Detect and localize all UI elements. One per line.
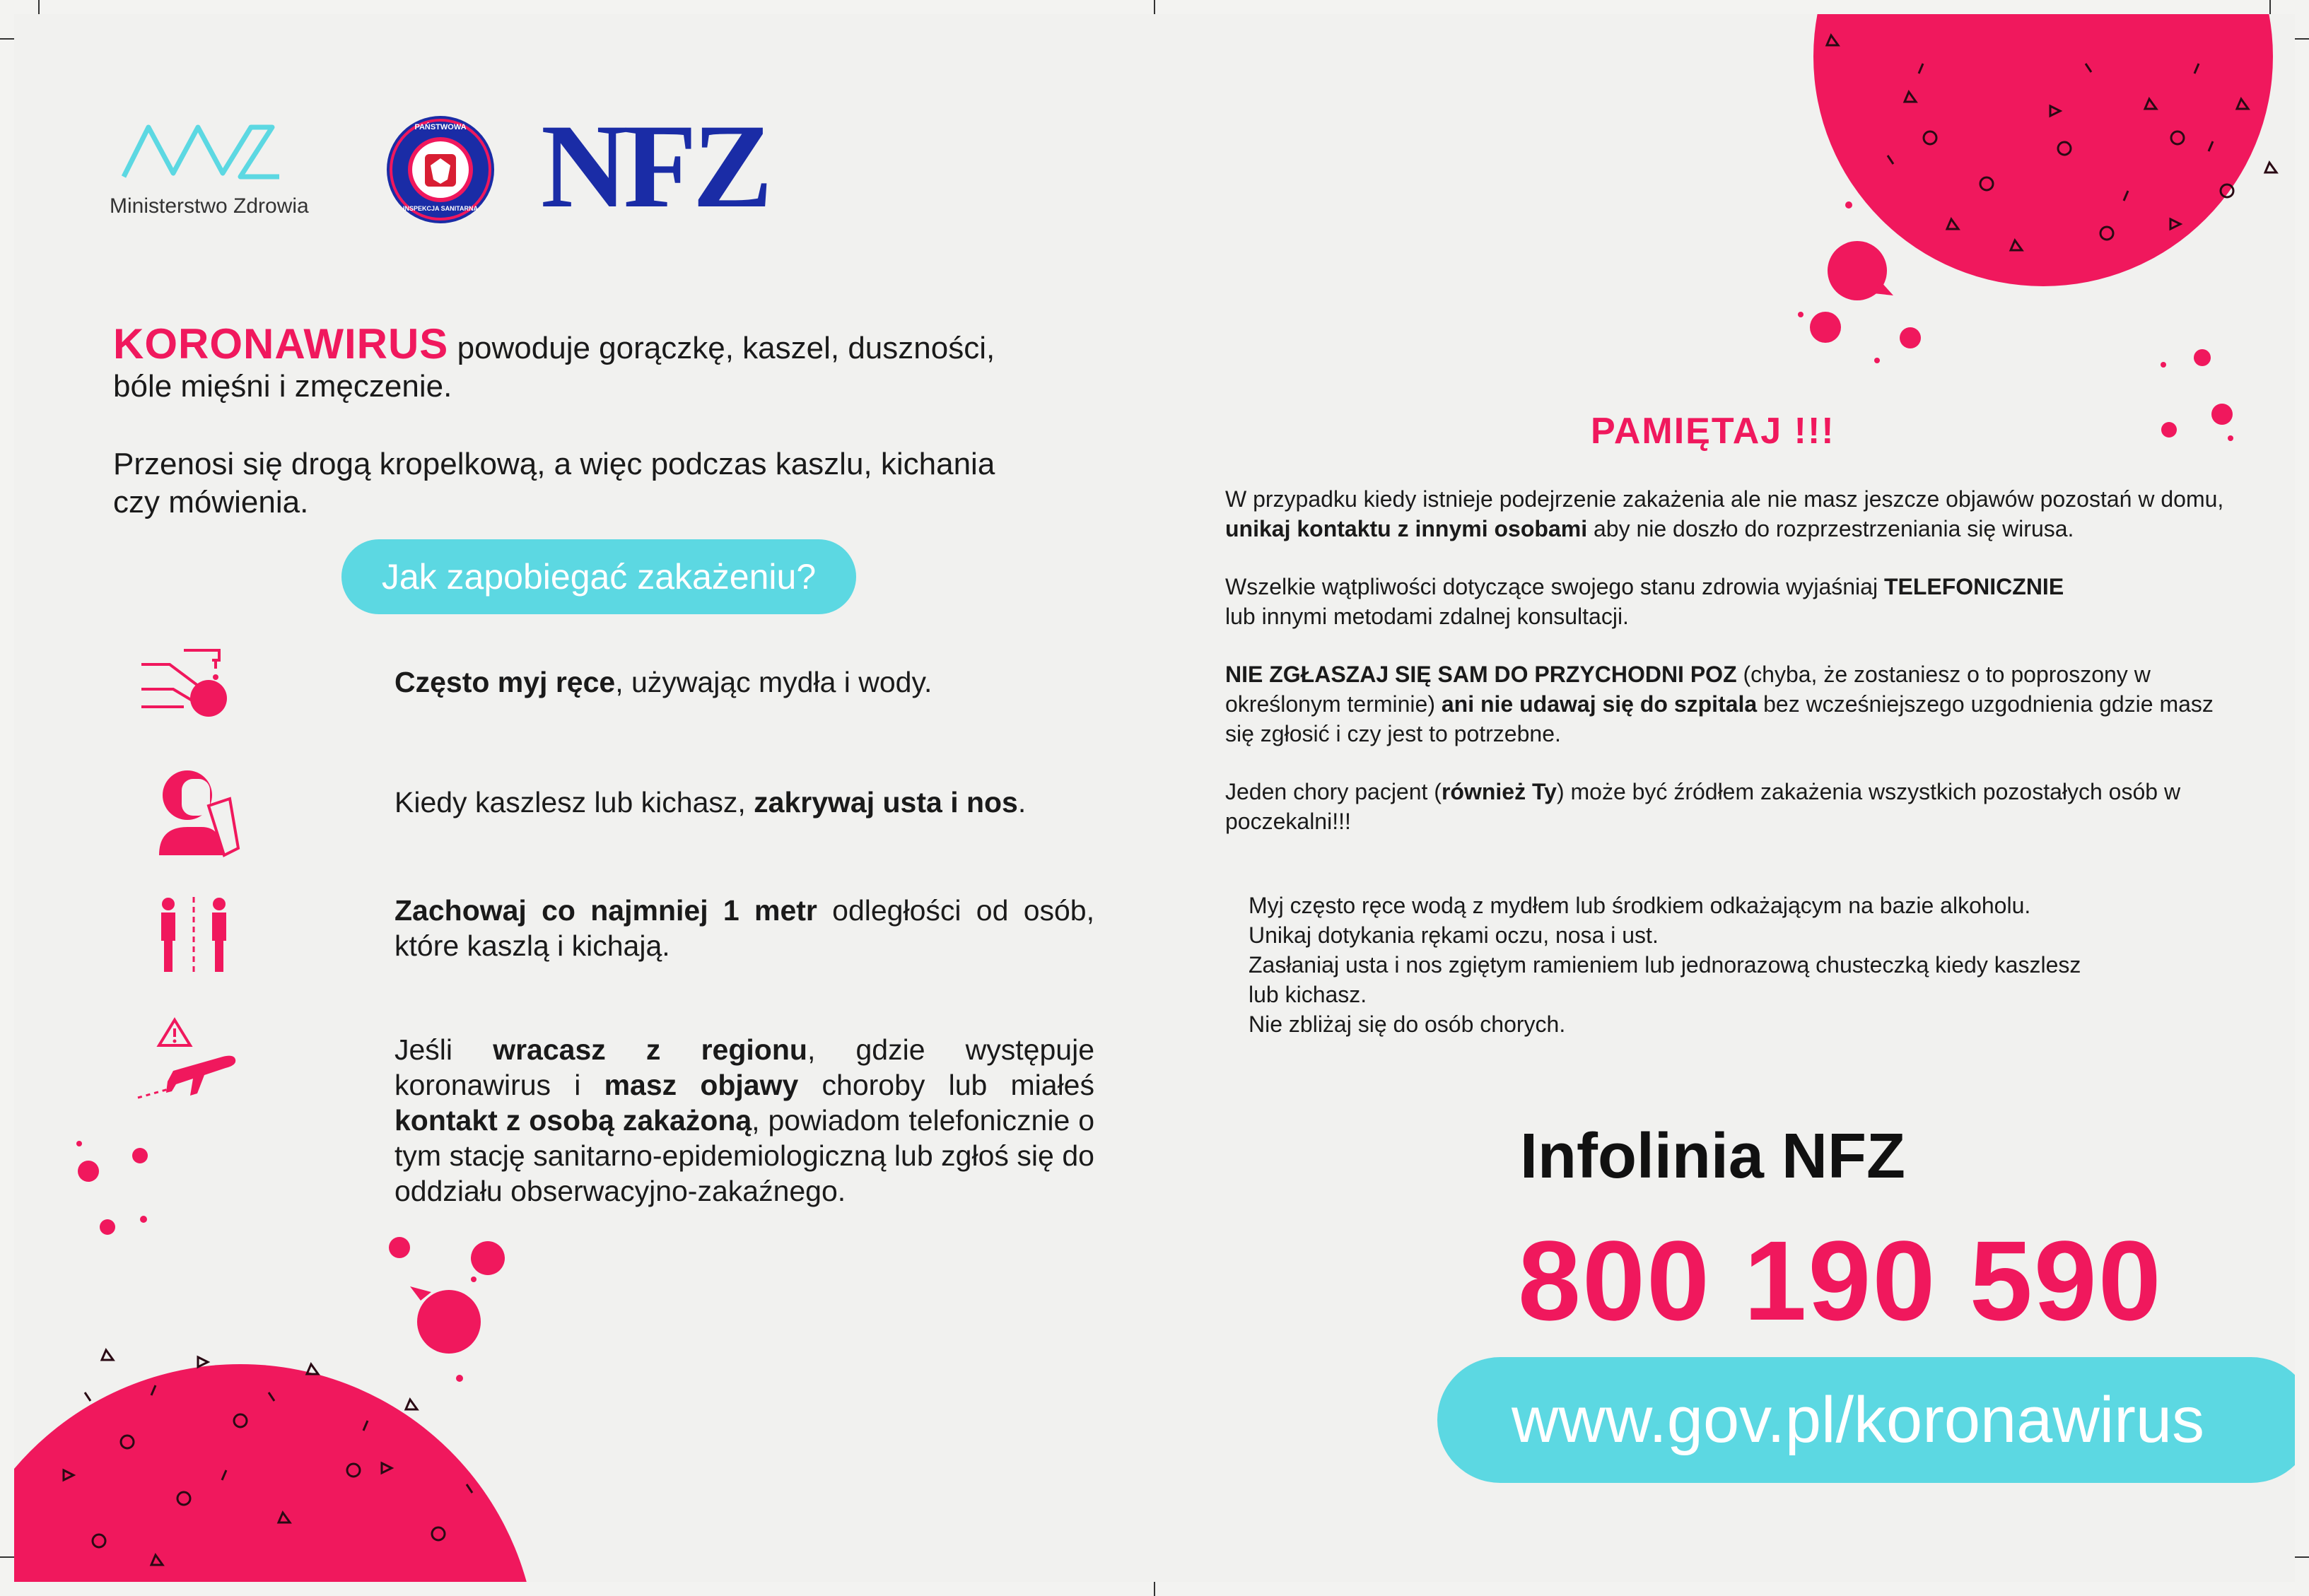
tip-travel: Jeśli wracasz z regionu, gdzie występuje koronawirus i masz objawy choroby lub miałeś kontakt z osobą zakażoną, powiadom telefonicznie o tym stację sanitarno-epidemiologiczną lub zgłoś się do oddziału obserwacyjno-zakaźnego. [394,1033,1095,1207]
inspekcja-sanitarna-logo [384,113,497,226]
cover-mouth-icon [138,763,251,869]
list-item: lub kichasz. [1249,982,1367,1007]
list-item: Myj często ręce wodą z mydłem lub środkiem odkażającym na bazie alkoholu. [1249,893,2031,918]
ministerstwo-zdrowia-logo [110,106,350,233]
remember-title: PAMIĘTAJ !!! [1591,411,1835,452]
keyword-koronawirus: KORONAWIRUS [113,320,449,368]
wash-hands-icon [134,636,255,735]
list-item: Nie zbliżaj się do osób chorych. [1249,1011,1566,1037]
leaflet-sheet [14,14,2295,1582]
tip-wash-hands: Często myj ręce, używając mydła i wody. [394,666,933,698]
tip-keep-distance: Zachowaj co najmniej 1 metr odległości od osób, które kaszlą i kichają. [394,894,1094,962]
remember-paragraph-1: W przypadku kiedy istnieje podejrzenie zakażenia ale nie masz jeszcze objawów pozostań w domu, unikaj kontaktu z innymi osobami aby nie doszło do rozprzestrzeniania się wirusa. [1225,486,2224,541]
nfz-logo: NFZ [541,100,768,233]
crop-mark [1154,1582,1155,1596]
list-item: Zasłaniaj usta i nos zgiętym ramieniem lub jednorazową chusteczką kiedy kaszlesz [1249,952,2081,978]
keep-distance-icon [148,894,240,979]
crop-mark [1154,0,1155,14]
hotline-number[interactable]: 800 190 590 [1518,1217,2163,1344]
pis-text-bottom: INSPEKCJA SANITARNA [402,205,478,212]
list-item: Unikaj dotykania rękami oczu, nosa i ust. [1249,922,1659,948]
pis-text-top: PAŃSTWOWA [414,123,467,131]
mz-logo-text: Ministerstwo Zdrowia [110,194,309,218]
remember-paragraph-4: Jeden chory pacjent (również Ty) może być źródłem zakażenia wszystkich pozostałych osób w poczekalni!!! [1225,779,2181,834]
prevention-heading-pill: Jak zapobiegać zakażeniu? [341,539,856,614]
remember-paragraph-3: NIE ZGŁASZAJ SIĘ SAM DO PRZYCHODNI POZ (chyba, że zostaniesz o to poproszony w określonym terminie) ani nie udawaj się do szpitala bez wcześniejszego uzgodnienia gdzie masz się zgłosić i czy jest to potrzebne. [1225,662,2214,746]
remember-paragraph-2: Wszelkie wątpliwości dotyczące swojego stanu zdrowia wyjaśniaj TELEFONICZNIE lub innymi metodami zdalnej konsultacji. [1225,574,2064,629]
remember-list [1249,891,2224,1039]
hotline-label: Infolinia NFZ [1520,1121,1905,1192]
intro-paragraph: KORONAWIRUS powoduje gorączkę, kaszel, duszności, bóle mięśni i zmęczenie. [113,320,995,404]
remember-text [1225,484,2229,864]
transmission-paragraph: Przenosi się drogą kropelkową, a więc podczas kaszlu, kichania czy mówienia. [113,447,995,520]
website-link[interactable]: www.gov.pl/koronawirus [1437,1357,2295,1483]
mz-logo-icon [110,106,336,184]
tip-cover-mouth: Kiedy kaszlesz lub kichasz, zakrywaj usta i nos. [394,786,1027,818]
travel-warning-icon [131,1014,244,1106]
